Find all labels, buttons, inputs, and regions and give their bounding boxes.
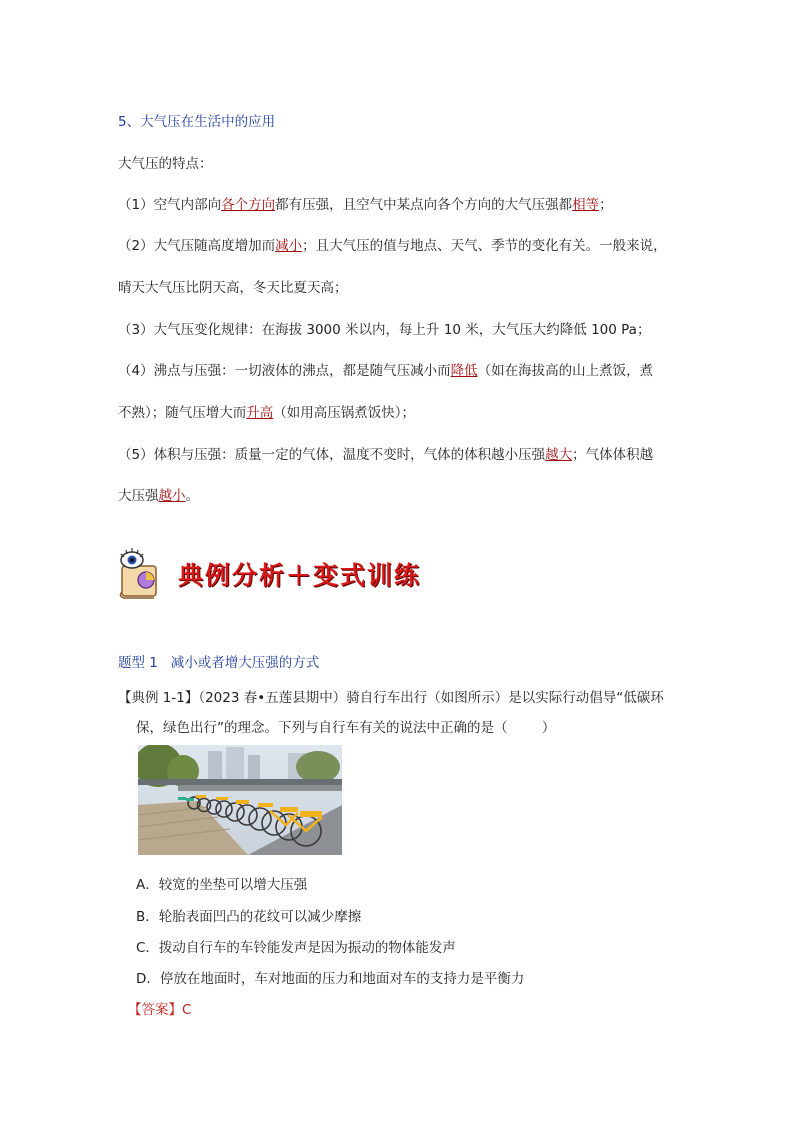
item-1 <box>118 193 613 213</box>
section-banner <box>118 548 448 600</box>
item-1-mid: 都有压强，且空气中某点向各个方向的大气压强都 <box>275 197 573 213</box>
item-5-suffix: ；气体体积越 <box>572 447 654 463</box>
item-5 <box>118 443 653 463</box>
option-c: C．拨动自行车的车铃能发声是因为振动的物体能发声 <box>136 940 456 956</box>
item-4-cont-prefix: 不熟）；随气压增大而 <box>118 405 247 421</box>
item-5-cont-suffix: 。 <box>185 488 199 504</box>
item-4-prefix: （4）沸点与压强：一切液体的沸点，都是随气压减小而 <box>118 363 451 379</box>
item-2-keyword: 减小 <box>275 238 303 254</box>
item-4-keyword-1: 降低 <box>450 363 478 379</box>
question-stem-line-2: 保，绿色出行”的理念。下列与自行车有关的说法中正确的是（ ） <box>136 720 556 736</box>
item-3: （3）大气压变化规律：在海拔 3000 米以内，每上升 10 米，大气压大约降低 100 Pa； <box>118 322 651 338</box>
question-tag: 【典例 1-1】 <box>118 690 199 706</box>
item-1-keyword-2: 相等 <box>572 197 600 213</box>
question-stem <box>118 686 664 706</box>
question-type-label: 题型 1 减小或者增大压强的方式 <box>118 655 320 671</box>
item-1-prefix: （1）空气内部向 <box>118 197 222 213</box>
answer-line <box>128 998 191 1018</box>
item-1-keyword-1: 各个方向 <box>221 197 276 213</box>
answer-tag: 【答案】 <box>128 1002 182 1018</box>
section-heading: 5、大气压在生活中的应用 <box>118 114 276 130</box>
eye-scroll-icon <box>118 548 166 600</box>
banner-title: 典例分析＋变式训练 <box>178 561 422 590</box>
bicycle-photo <box>138 745 342 855</box>
item-5-cont-prefix: 大压强 <box>118 488 159 504</box>
item-4-suffix: （如在海拔高的山上煮饭，煮 <box>477 363 654 379</box>
item-1-suffix: ； <box>599 197 613 213</box>
item-2-prefix: （2）大气压随高度增加而 <box>118 238 276 254</box>
item-5-prefix: （5）体积与压强：质量一定的气体，温度不变时，气体的体积越小压强 <box>118 447 546 463</box>
item-2 <box>118 234 667 254</box>
item-5-continued <box>118 484 199 504</box>
option-d: D．停放在地面时，车对地面的压力和地面对车的支持力是平衡力 <box>136 971 525 987</box>
answer-value: C <box>182 1002 192 1018</box>
item-4-continued <box>118 401 415 421</box>
item-4-cont-suffix: （如用高压锅煮饭快）； <box>273 405 415 421</box>
item-2-continued: 晴天大气压比阴天高，冬天比夏天高； <box>118 280 348 296</box>
item-5-keyword-1: 越大 <box>545 447 573 463</box>
question-stem-line-1: （2023 春•五莲县期中）骑自行车出行（如图所示）是以实际行动倡导“低碳环 <box>198 690 664 706</box>
item-4 <box>118 359 653 379</box>
item-4-keyword-2: 升高 <box>246 405 274 421</box>
section-subheading: 大气压的特点： <box>118 156 213 172</box>
item-5-keyword-2: 越小 <box>158 488 186 504</box>
option-b: B．轮胎表面凹凸的花纹可以减少摩擦 <box>136 909 362 925</box>
option-a: A．较宽的坐垫可以增大压强 <box>136 877 308 893</box>
item-2-suffix: ；且大气压的值与地点、天气、季节的变化有关。一般来说， <box>302 238 667 254</box>
